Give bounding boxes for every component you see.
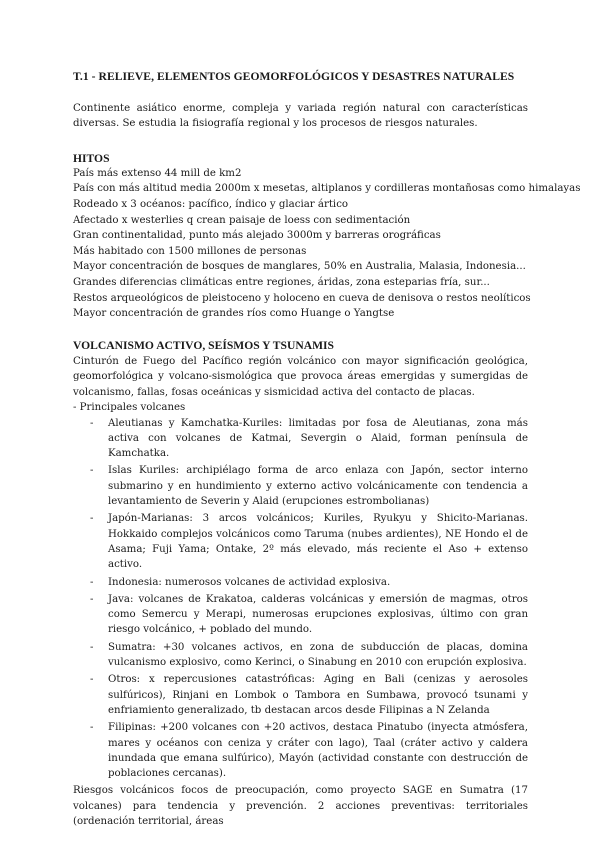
volcanismo-closing: Riesgos volcánicos focos de preocupación, como proyecto SAGE en Sumatra (17 volcanes) para tendencia y prevención. 2 acciones preventivas: territoriales (ordenación territorial, áreas xyxy=(73,785,528,828)
hitos-heading: HITOS xyxy=(73,151,110,165)
volcano-item: - Java: volcanes de Krakatoa, calderas volcánicas y emersión de magmas, otros como Semercu y Merapi, numerosas erupciones explosivas, último con gran riesgo volcánico, + poblado del mundo. xyxy=(73,592,528,638)
intro-paragraph: Continente asiático enorme, compleja y variada región natural con características diversas. Se estudia la fisiografía regional y los procesos de riesgos naturales. xyxy=(73,103,528,130)
volcano-item: - Filipinas: +200 volcanes con +20 activos, destaca Pinatubo (inyecta atmósfera, mares y océanos con ceniza y cráter con lago), Taal (cráter activo y caldera inundada que emana sulfúrico), Mayón (actividad constante con destrucción de poblaciones cercanas). xyxy=(73,720,528,781)
document-body xyxy=(73,70,581,830)
volcano-item: - Indonesia: numerosos volcanes de actividad explosiva. xyxy=(73,575,528,590)
volcanismo-heading: VOLCANISMO ACTIVO, SEÍSMOS Y TSUNAMIS xyxy=(73,338,334,352)
volcano-item: - Aleutianas y Kamchatka-Kuriles: limitadas por fosa de Aleutianas, zona más activa con volcanes de Katmai, Severgin o Alaid, forman península de Kamchatka. xyxy=(73,416,528,462)
volcanes-list xyxy=(73,416,528,782)
hitos-item: Gran continentalidad, punto más alejado 3000m y barreras orográficas xyxy=(73,230,441,242)
hitos-item: Rodeado x 3 océanos: pacífico, índico y glaciar ártico xyxy=(73,199,349,210)
hitos-item: País más extenso 44 mill de km2 xyxy=(73,167,242,179)
volcano-item: - Otros: x repercusiones catastróficas: Aging en Bali (cenizas y aerosoles sulfúricos), Rinjani en Lombok o Tambora en Sumbawa, provocó tsunami y enfriamiento generalizado, tb destacan arcos desde Filipinas a N Zelanda xyxy=(73,672,528,718)
volcano-item: - Japón-Marianas: 3 arcos volcánicos; Kuriles, Ryukyu y Shicito-Marianas. Hokkaido complejos volcánicos como Taruma (nubes ardientes), NE Hondo el de Asama; Fuji Yama; Ontake, 2º más elevado, más reciente el Aso + extenso activo. xyxy=(73,511,528,572)
hitos-item: Grandes diferencias climáticas entre regiones, áridas, zona esteparias fría, sur... xyxy=(73,276,490,288)
hitos-item: Restos arqueológicos de pleistoceno y holoceno en cueva de denisova o restos neolíticos xyxy=(73,292,531,304)
volcanismo-intro: Cinturón de Fuego del Pacífico región volcánico con mayor significación geológica, geomorfológica y volcano-sismológica que provoca áreas emergidas y sumergidas de volcanismo, fallas, fosas oceánicas y sismicidad activa del contacto de placas. xyxy=(73,355,528,398)
hitos-item: País con más altitud media 2000m x mesetas, altiplanos y cordilleras montañosas como himalayas xyxy=(73,183,581,195)
hitos-item: Mayor concentración de grandes ríos como Huange o Yangtse xyxy=(73,308,395,320)
hitos-item: Mayor concentración de bosques de manglares, 50% en Australia, Malasia, Indonesia... xyxy=(73,261,526,273)
volcano-item: - Sumatra: +30 volcanes activos, en zona de subducción de placas, domina vulcanismo explosivo, como Kerinci, o Sinabung en 2010 con erupción explosiva. xyxy=(73,640,528,671)
document-title: T.1 - RELIEVE, ELEMENTOS GEOMORFOLÓGICOS Y DESASTRES NATURALES xyxy=(73,70,515,83)
volcano-item: - Islas Kuriles: archipiélago forma de arco enlaza con Japón, sector interno submarino y en hundimiento y externo activo volcánicamente con tendencia a levantamiento de Severin y Alaid (erupciones estrombolianas) xyxy=(73,463,528,509)
hitos-item: Afectado x westerlies q crean paisaje de loess con sedimentación xyxy=(73,214,411,226)
volcanes-list-label: - Principales volcanes xyxy=(73,401,186,413)
hitos-list xyxy=(73,166,581,322)
hitos-item: Más habitado con 1500 millones de personas xyxy=(73,245,307,257)
